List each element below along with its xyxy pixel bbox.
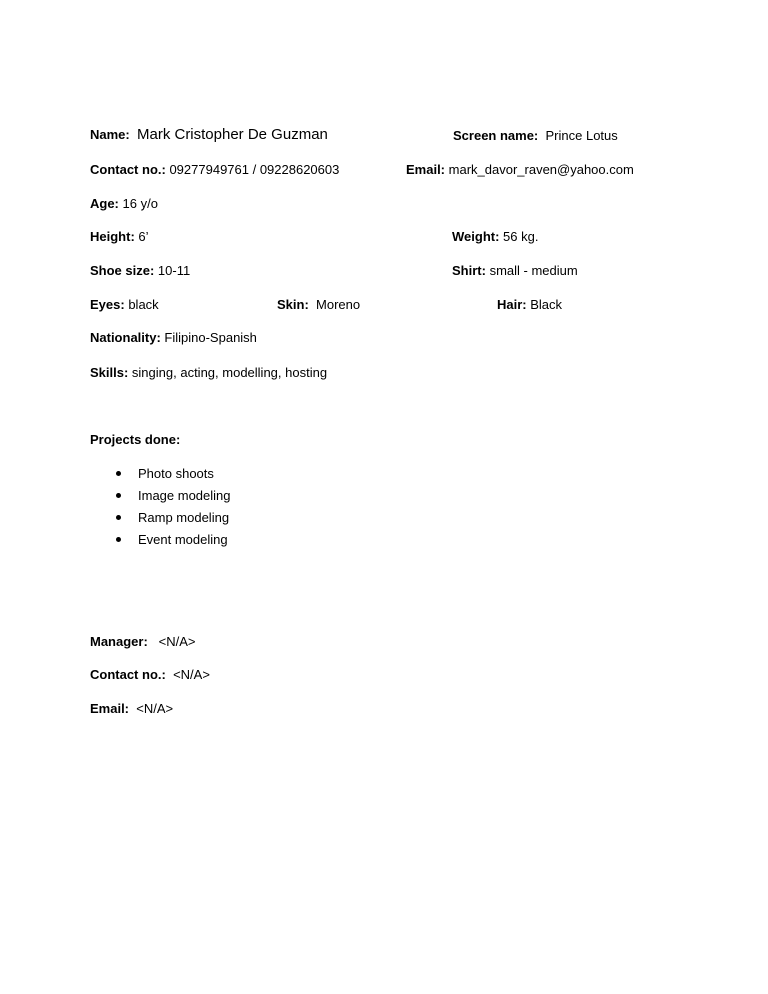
nationality-field [90, 330, 257, 346]
bullet-icon [116, 537, 121, 542]
name-field [90, 127, 328, 143]
skin-field [277, 297, 360, 313]
manager-field [90, 634, 196, 650]
shoe-size-field [90, 263, 190, 279]
contact-label: Contact no.: [90, 162, 166, 177]
eyes-label: Eyes: [90, 297, 125, 312]
manager-contact-field [90, 667, 210, 683]
shirt-label: Shirt: [452, 263, 486, 278]
nationality-label: Nationality: [90, 330, 161, 345]
manager-value: <N/A> [158, 634, 196, 649]
list-item: Image modeling [114, 487, 231, 509]
eyes-field [90, 297, 159, 313]
weight-field [452, 229, 538, 245]
bullet-icon [116, 493, 121, 498]
name-value: Mark Cristopher De Guzman [136, 126, 328, 143]
weight-label: Weight: [452, 229, 500, 244]
contact-field [90, 162, 339, 178]
name-label: Name: [90, 127, 130, 142]
shirt-value: small - medium [489, 263, 578, 278]
shoe-size-label: Shoe size: [90, 263, 155, 278]
height-value: 6’ [138, 229, 149, 244]
manager-contact-value: <N/A> [173, 667, 210, 682]
shirt-field [452, 263, 578, 279]
screen-name-label: Screen name: [453, 128, 539, 143]
shoe-size-value: 10-11 [157, 263, 191, 278]
manager-email-value: <N/A> [136, 701, 174, 716]
weight-value: 56 kg. [503, 229, 539, 244]
hair-label: Hair: [497, 297, 527, 312]
email-label: Email: [406, 162, 446, 177]
age-label: Age: [90, 196, 119, 211]
age-field [90, 196, 158, 212]
list-item: Photo shoots [114, 465, 231, 487]
skin-value: Moreno [316, 297, 361, 312]
skills-field [90, 365, 327, 381]
height-field [90, 229, 149, 245]
bullet-icon [116, 471, 121, 476]
hair-value: Black [530, 297, 563, 312]
nationality-value: Filipino-Spanish [164, 330, 257, 345]
manager-email-field [90, 701, 173, 717]
bullet-icon [116, 515, 121, 520]
manager-label: Manager: [90, 634, 148, 649]
eyes-value: black [128, 297, 159, 312]
contact-value: 09277949761 / 09228620603 [169, 162, 340, 177]
manager-contact-label: Contact no.: [90, 667, 166, 682]
projects-heading: Projects done: [90, 432, 181, 447]
height-label: Height: [90, 229, 135, 244]
skills-label: Skills: [90, 365, 129, 380]
age-value: 16 y/o [122, 196, 158, 211]
skills-value: singing, acting, modelling, hosting [131, 365, 328, 380]
email-value: mark_davor_raven@yahoo.com [448, 162, 634, 177]
manager-email-label: Email: [90, 701, 130, 716]
list-item: Event modeling [114, 531, 231, 553]
screen-name-field [453, 128, 618, 144]
email-field [406, 162, 634, 178]
projects-list [114, 465, 231, 553]
skin-label: Skin: [277, 297, 309, 312]
screen-name-value: Prince Lotus [545, 128, 618, 143]
list-item: Ramp modeling [114, 509, 231, 531]
hair-field [497, 297, 562, 313]
